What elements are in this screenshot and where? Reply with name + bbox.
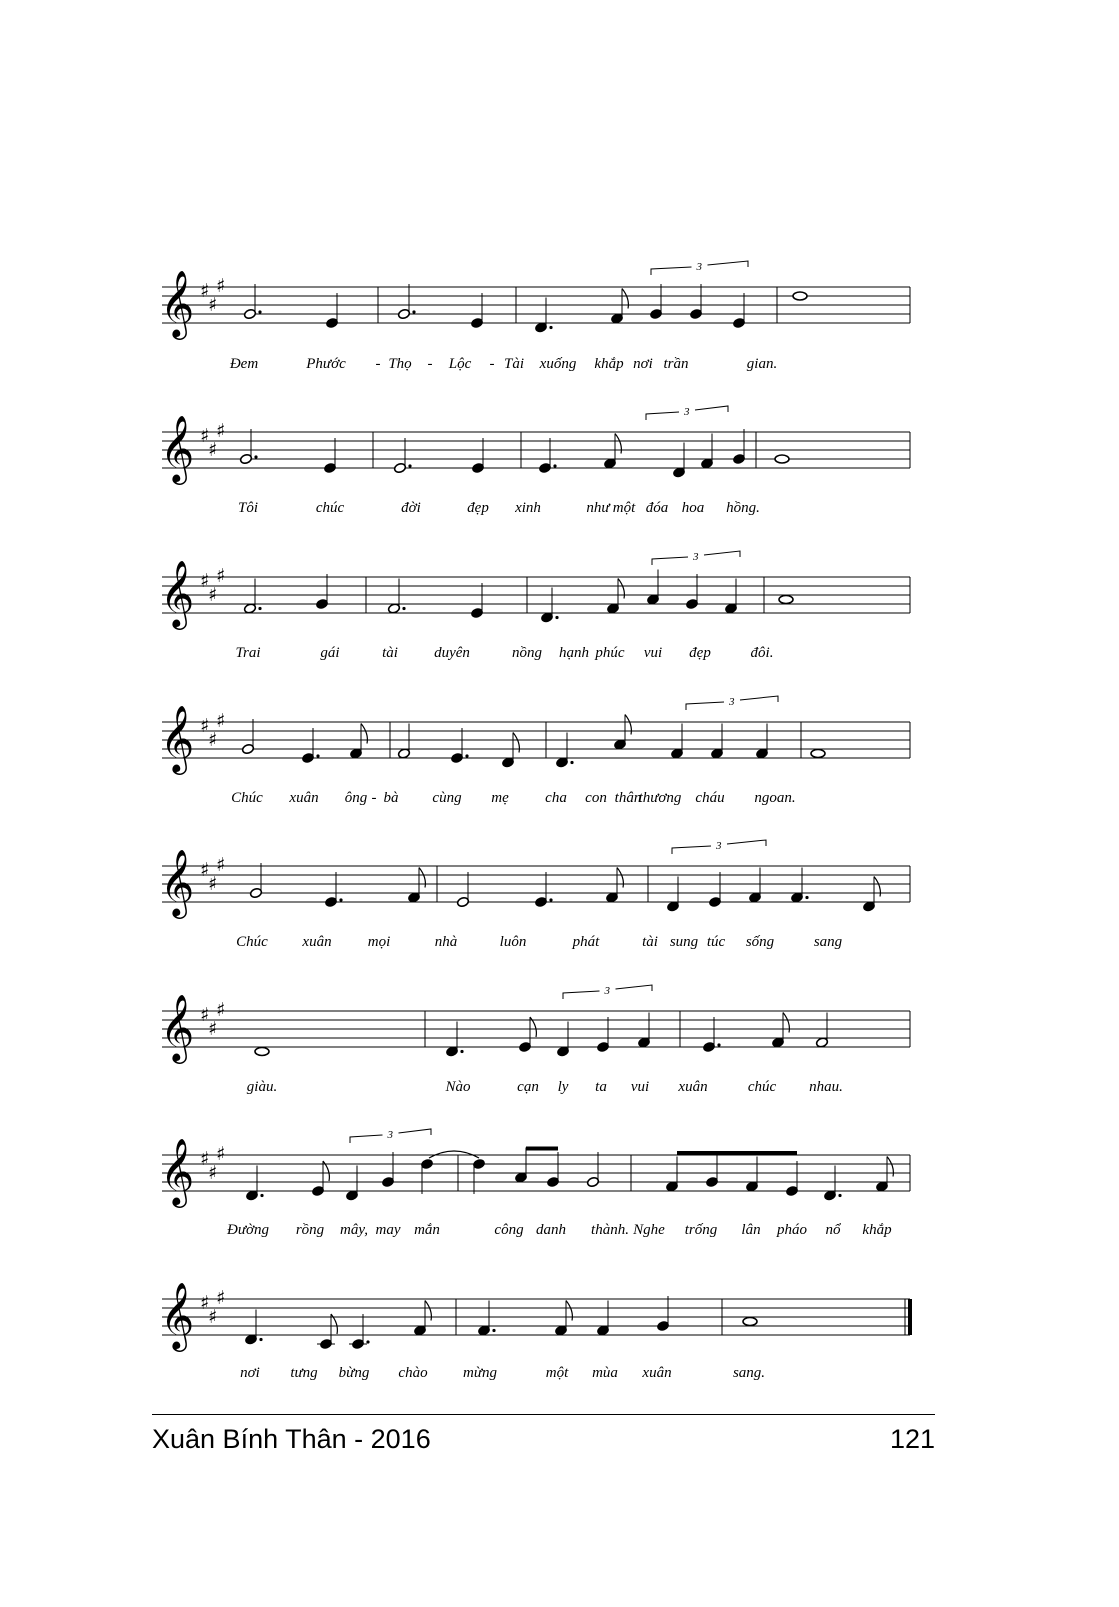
sharp-icon: ♯ [200, 859, 210, 881]
lyric-syllable: đóa [645, 500, 669, 516]
sharp-icon: ♯ [208, 1306, 218, 1328]
sharp-icon: ♯ [208, 873, 218, 895]
lyric-syllable: nhà [434, 934, 458, 950]
lyric-syllable: bà [383, 790, 399, 806]
lyric-syllable: xuân [678, 1079, 708, 1095]
lyric-syllable: ngoan. [754, 790, 796, 806]
note-dot [549, 898, 552, 901]
lyric-syllable: giàu. [246, 1079, 278, 1095]
note-dot [460, 1050, 463, 1053]
lyric-syllable: một [612, 500, 636, 516]
note-dot [259, 1338, 262, 1341]
lyric-syllable: khắp [594, 356, 624, 372]
lyric-syllable: đời [401, 500, 421, 516]
note-beam [526, 1147, 558, 1151]
sharp-icon: ♯ [200, 570, 210, 592]
treble-clef-icon: 𝄞 [160, 1281, 195, 1349]
tuplet-number: 3 [696, 261, 702, 273]
lyric-syllable: may [375, 1222, 401, 1238]
note-dot [570, 761, 573, 764]
lyric-syllable: sang. [732, 1365, 766, 1381]
note-dot [408, 464, 411, 467]
note-beam [677, 1151, 797, 1155]
lyric-syllable: túc [706, 934, 726, 950]
note-dot [465, 754, 468, 757]
lyric-syllable: xuân [289, 790, 319, 806]
note-dot [366, 1340, 369, 1343]
lyric-syllable: tưng [290, 1365, 318, 1381]
lyric-syllable: cùng [432, 790, 462, 806]
lyric-syllable: như [586, 500, 610, 516]
lyric-syllable: Thọ [388, 356, 412, 372]
sharp-icon: ♯ [200, 280, 210, 302]
lyric-syllable: gian. [746, 356, 778, 372]
lyric-syllable: mắn [414, 1222, 440, 1238]
lyric-syllable: một [545, 1365, 569, 1381]
lyric-syllable: ông [344, 790, 368, 806]
note-dot [258, 607, 261, 610]
sharp-icon: ♯ [216, 999, 226, 1021]
lyric-syllable: mùa [592, 1365, 618, 1381]
treble-clef-icon: 𝄞 [160, 704, 195, 772]
lyric-syllable: công [494, 1222, 524, 1238]
lyric-syllable: thân [614, 790, 642, 806]
lyric-syllable: Tài [503, 356, 525, 372]
lyric-syllable: mây, [340, 1222, 368, 1238]
treble-clef-icon: 𝄞 [160, 559, 195, 627]
lyric-syllable: tài [382, 645, 398, 661]
lyric-syllable: phát [572, 934, 600, 950]
treble-clef-icon: 𝄞 [160, 269, 195, 337]
lyric-syllable: pháo [777, 1222, 807, 1238]
tuplet-number: 3 [684, 406, 690, 418]
lyric-syllable: rồng [295, 1222, 325, 1238]
lyric-syllable: ta [595, 1079, 607, 1095]
tuplet-number: 3 [604, 985, 610, 997]
lyric-syllable: Chúc [236, 934, 268, 950]
lyric-syllable: nơi [240, 1365, 260, 1381]
treble-clef-icon: 𝄞 [160, 414, 195, 482]
note-head [255, 1048, 269, 1056]
lyric-syllable: trống [684, 1222, 718, 1238]
sharp-icon: ♯ [208, 584, 218, 606]
sharp-icon: ♯ [208, 294, 218, 316]
page-number: 121 [889, 1424, 935, 1454]
note-dot [260, 1194, 263, 1197]
lyric-syllable: vui [643, 645, 663, 661]
lyric-syllable: sung [669, 934, 699, 950]
note-dot [254, 455, 257, 458]
lyric-syllable: bừng [338, 1365, 370, 1381]
lyric-syllable: sang [813, 934, 843, 950]
final-barline [908, 1299, 912, 1335]
sharp-icon: ♯ [200, 1292, 210, 1314]
lyric-syllable: Trai [235, 645, 261, 661]
note-dot [412, 310, 415, 313]
lyric-syllable: gái [320, 645, 340, 661]
lyric-syllable: xuân [302, 934, 332, 950]
note-dot [492, 1329, 495, 1332]
lyric-syllable: Đường [226, 1222, 270, 1238]
lyric-syllable: cháu [695, 790, 725, 806]
lyric-syllable: Tôi [237, 500, 259, 516]
lyric-syllable: chúc [747, 1079, 777, 1095]
tuplet-number: 3 [387, 1129, 393, 1141]
sharp-icon: ♯ [208, 1018, 218, 1040]
lyric-syllable: chào [398, 1365, 428, 1381]
treble-clef-icon: 𝄞 [160, 1137, 195, 1205]
lyric-syllable: mẹ [491, 790, 509, 806]
lyric-syllable: cạn [517, 1079, 539, 1095]
lyric-syllable: - [489, 356, 495, 372]
lyric-syllable: Lộc [448, 356, 472, 372]
sharp-icon: ♯ [216, 710, 226, 732]
lyric-syllable: chúc [315, 500, 345, 516]
lyric-syllable: mọi [367, 934, 391, 950]
sharp-icon: ♯ [200, 1148, 210, 1170]
sharp-icon: ♯ [216, 1287, 226, 1309]
sharp-icon: ♯ [200, 715, 210, 737]
lyric-syllable: con [585, 790, 607, 806]
tuplet-number: 3 [693, 551, 699, 563]
note-dot [838, 1194, 841, 1197]
lyric-syllable: xuân [642, 1365, 672, 1381]
lyric-syllable: lân [741, 1222, 761, 1238]
sharp-icon: ♯ [216, 1143, 226, 1165]
lyric-syllable: sống [745, 934, 775, 950]
lyric-syllable: Nào [445, 1079, 471, 1095]
sharp-icon: ♯ [216, 565, 226, 587]
lyric-syllable: danh [536, 1222, 566, 1238]
note-dot [316, 754, 319, 757]
sharp-icon: ♯ [208, 439, 218, 461]
note-head [743, 1318, 757, 1326]
tuplet-number: 3 [716, 840, 722, 852]
note-head [811, 750, 825, 758]
lyric-syllable: nhau. [809, 1079, 843, 1095]
lyric-syllable: thành. [591, 1222, 629, 1238]
sharp-icon: ♯ [216, 854, 226, 876]
note-dot [555, 616, 558, 619]
lyric-syllable: tài [642, 934, 658, 950]
sharp-icon: ♯ [216, 275, 226, 297]
sharp-icon: ♯ [200, 1004, 210, 1026]
lyric-syllable: Phước [306, 356, 346, 372]
lyric-syllable: khắp [862, 1222, 892, 1238]
sharp-icon: ♯ [208, 1162, 218, 1184]
lyric-syllable: thương [638, 790, 682, 806]
note-head [779, 596, 793, 604]
footer-title: Xuân Bính Thân - 2016 [152, 1424, 431, 1454]
lyric-syllable: cha [545, 790, 567, 806]
lyric-syllable: trần [663, 356, 689, 372]
lyric-syllable: xuống [539, 356, 577, 372]
sharp-icon: ♯ [208, 729, 218, 751]
tuplet-number: 3 [729, 696, 735, 708]
lyric-syllable: nồng [512, 645, 542, 661]
lyric-syllable: - [375, 356, 381, 372]
lyric-syllable: hồng. [726, 500, 760, 516]
note-dot [402, 607, 405, 610]
lyric-syllable: - [427, 356, 433, 372]
treble-clef-icon: 𝄞 [160, 993, 195, 1061]
lyric-syllable: đẹp [467, 500, 489, 516]
sharp-icon: ♯ [216, 420, 226, 442]
note-dot [549, 326, 552, 329]
lyric-syllable: duyên [434, 645, 470, 661]
lyric-syllable: vui [630, 1079, 650, 1095]
footer-divider [152, 1414, 935, 1415]
note-dot [717, 1043, 720, 1046]
lyric-syllable: đẹp [689, 645, 711, 661]
lyric-syllable: ly [557, 1079, 569, 1095]
lyric-syllable: luôn [499, 934, 527, 950]
note-dot [553, 464, 556, 467]
lyric-syllable: đôi. [750, 645, 774, 661]
lyric-syllable: nơi [633, 356, 653, 372]
lyric-syllable: Chúc [231, 790, 263, 806]
note-dot [258, 310, 261, 313]
lyric-syllable: hoa [681, 500, 705, 516]
note-dot [339, 898, 342, 901]
lyric-syllable: xinh [515, 500, 541, 516]
note-head [775, 455, 789, 463]
lyric-syllable: Đem [229, 356, 259, 372]
lyric-syllable: Nghe [633, 1222, 665, 1238]
treble-clef-icon: 𝄞 [160, 848, 195, 916]
note-dot [805, 896, 808, 899]
lyric-syllable: mừng [462, 1365, 498, 1381]
lyric-syllable: nổ [825, 1222, 841, 1238]
lyric-syllable: - [371, 790, 377, 806]
sharp-icon: ♯ [200, 425, 210, 447]
lyric-syllable: hạnh [559, 645, 589, 661]
lyric-syllable: phúc [595, 645, 625, 661]
note-head [793, 292, 807, 300]
